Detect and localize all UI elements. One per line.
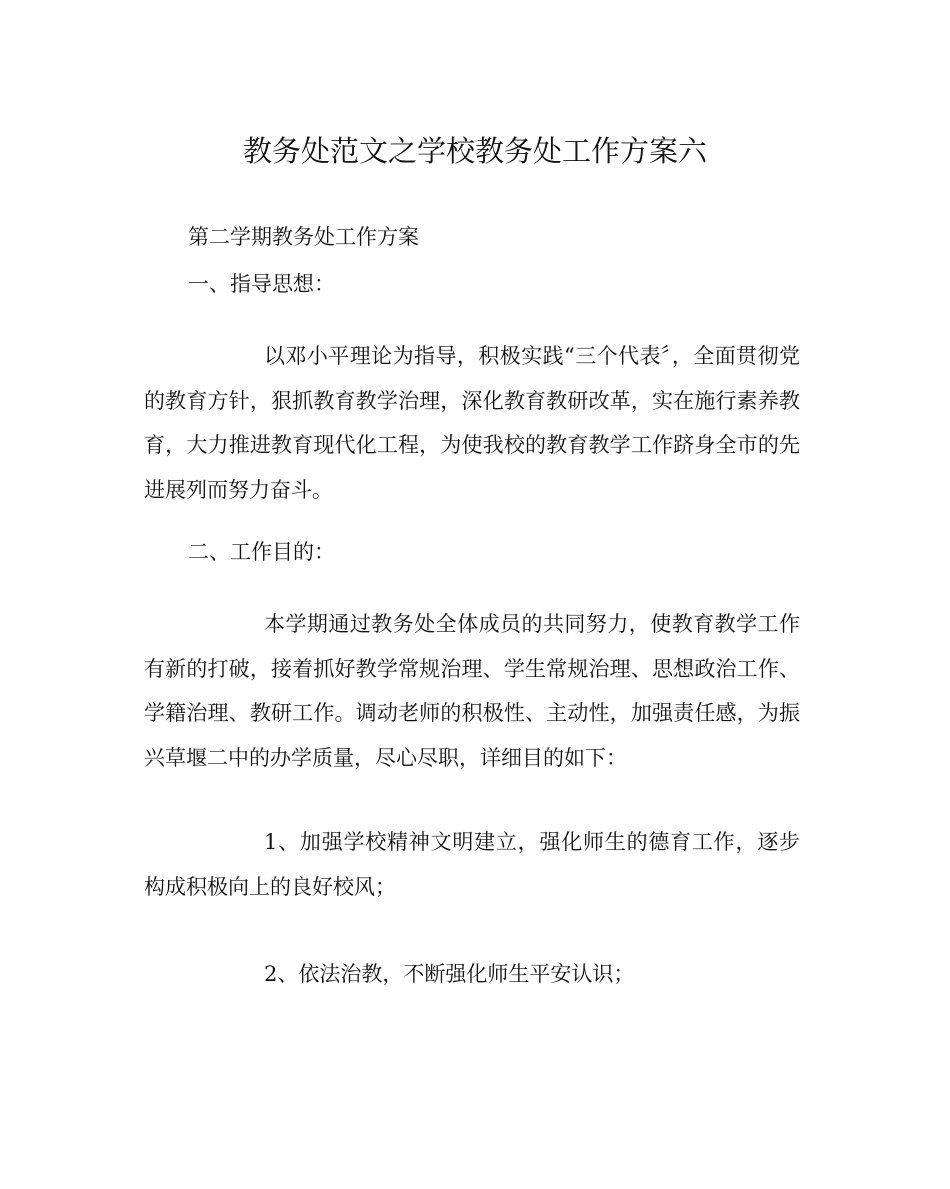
list-item-2: 2、依法治教，不断强化师生平安认识；: [264, 962, 635, 986]
document-title: 教务处范文之学校教务处工作方案六: [242, 134, 707, 168]
document-subtitle: 第二学期教务处工作方案: [188, 225, 419, 249]
section-heading-work-goals: 二、工作目的：: [188, 540, 335, 564]
paragraph-work-goals: 本学期通过教务处全体成员的共同努力，使教育教学工作有新的打破，接着抓好教学常规治理、学生常规治理、思想政治工作、学籍治理、教研工作。调动老师的积极性、主动性，加强责任感，为振兴草堰二中的办学质量，尽心尽职，详细目的如下：: [144, 612, 800, 771]
paragraph-guiding-thought: 以邓小平理论为指导，积极实践“三个代表〞，全面贯彻党的教育方针，狠抓教育教学治理，深化教育教研改革，实在施行素养教育，大力推进教育现代化工程，为使我校的教育教学工作跻身全市的先进展列而努力奋斗。: [144, 344, 800, 503]
list-item-1: 1、加强学校精神文明建立，强化师生的德育工作，逐步构成积极向上的良好校风；: [144, 830, 800, 899]
section-heading-guiding-thought: 一、指导思想：: [188, 272, 335, 296]
